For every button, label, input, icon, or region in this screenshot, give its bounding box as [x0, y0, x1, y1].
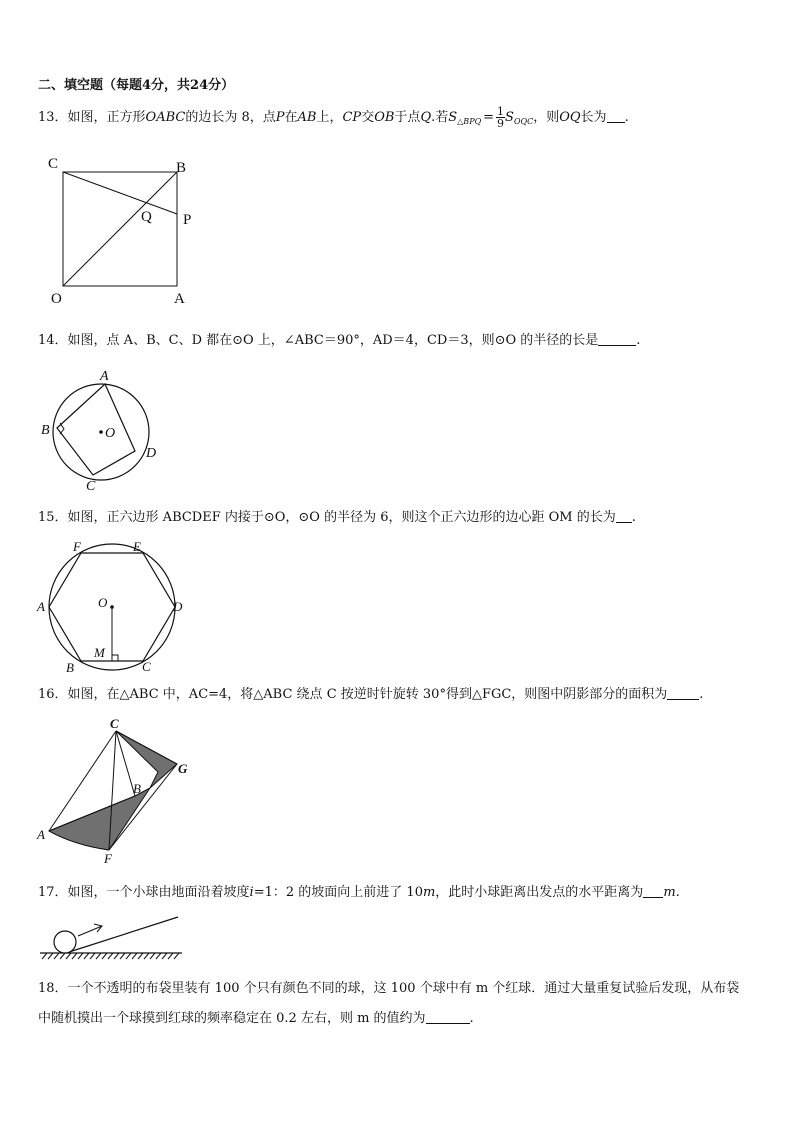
label-e: E — [133, 539, 141, 554]
q13-var: CP — [342, 110, 362, 125]
answer-blank[interactable] — [667, 687, 699, 700]
equals-sign: = — [483, 110, 495, 125]
quadrilateral-abcd — [57, 384, 135, 475]
figure-15-hexagon — [32, 535, 192, 675]
q13-var: AB — [297, 110, 317, 125]
label-c: C — [48, 156, 59, 172]
answer-blank[interactable] — [616, 510, 632, 523]
question-16-text — [38, 686, 703, 704]
label-a: A — [100, 369, 109, 384]
q13-part: 13．如图，正方形 — [38, 110, 146, 125]
q14-end: . — [636, 333, 641, 348]
area-symbol: S — [505, 110, 514, 125]
figure-17-slope — [36, 912, 186, 962]
q17-part: ，此时小球距离出发点的水平距离为 — [435, 885, 644, 900]
fraction — [496, 106, 505, 129]
q13-var: OB — [374, 110, 395, 125]
label-c: C — [110, 716, 119, 731]
q13-var: OABC — [145, 110, 186, 125]
q17-part: 17．如图，一个小球由地面沿着坡度 — [38, 885, 250, 900]
diagonal-ob — [63, 172, 177, 286]
section-title: 二、填空题（每题4分，共24分） — [38, 78, 235, 93]
q18-end: . — [469, 1011, 474, 1026]
question-18-line1: 18．一个不透明的布袋里装有 100 个只有颜色不同的球，这 100 个球中有 m 个红球．通过大量重复试验后发现，从布袋 — [38, 981, 740, 996]
label-b: B — [41, 423, 50, 438]
answer-blank[interactable] — [643, 885, 663, 898]
q17-var: i — [249, 885, 254, 900]
label-b: B — [176, 160, 187, 176]
center-point — [110, 605, 114, 609]
q13-end: . — [624, 110, 629, 125]
q14-part: 14．如图，点 A、B、C、D 都在⊙O 上，∠ABC＝90°，AD＝4，CD＝3，则⊙O 的半径的长是 — [38, 333, 599, 348]
fraction-denominator: 9 — [497, 117, 505, 130]
label-q: Q — [141, 209, 152, 225]
label-d: D — [146, 446, 157, 461]
label-o: O — [105, 426, 116, 441]
label-f: F — [73, 539, 81, 554]
question-17-text — [38, 884, 680, 902]
center-point — [99, 430, 103, 434]
label-o: O — [98, 595, 108, 610]
q13-part: 长为 — [580, 110, 607, 125]
q13-part: 交 — [361, 110, 375, 125]
q16-end: . — [699, 687, 704, 702]
q16-part: 16．如图，在△ABC 中，AC=4，将△ABC 绕点 C 按逆时针旋转 30°得到△FGC，则图中阴影部分的面积为 — [38, 687, 668, 702]
q13-var: Q — [420, 110, 432, 125]
label-a: A — [37, 599, 45, 614]
area-symbol: S — [448, 110, 458, 125]
q13-part: .若 — [431, 110, 449, 125]
question-15-text — [38, 509, 636, 527]
question-18-line2 — [38, 1010, 474, 1028]
label-b: B — [133, 781, 141, 796]
answer-blank[interactable] — [607, 110, 625, 123]
label-d: D — [173, 599, 183, 614]
question-14-text — [38, 332, 640, 350]
q13-var: OQ — [559, 110, 581, 125]
q17-part: =1：2 的坡面向上前进了 10 — [253, 885, 423, 900]
question-13-text — [38, 106, 629, 131]
segment-cp — [63, 172, 177, 214]
q17-end: . — [675, 885, 680, 900]
q17-var: m — [663, 885, 676, 900]
q13-part: 上， — [316, 110, 343, 125]
q13-part: 的边长为 8，点 — [185, 110, 276, 125]
label-c: C — [86, 479, 96, 494]
slope-line — [66, 917, 178, 953]
q15-part: 15．如图，正六边形 ABCDEF 内接于⊙O，⊙O 的半径为 6，则这个正六边形的边心距 OM 的长为 — [38, 510, 616, 525]
q13-part: 于点 — [394, 110, 421, 125]
area-subscript: △BPQ — [457, 117, 482, 126]
answer-blank[interactable] — [426, 1011, 470, 1024]
label-a: A — [37, 827, 45, 842]
label-a: A — [174, 291, 185, 307]
right-angle-mark — [112, 655, 118, 661]
label-p: P — [183, 212, 192, 228]
figure-14-circle — [35, 362, 165, 497]
label-b: B — [66, 660, 74, 675]
fraction-numerator: 1 — [497, 105, 505, 118]
label-g: G — [178, 761, 188, 776]
q17-var: m — [422, 885, 436, 900]
label-f: F — [104, 851, 112, 866]
ball — [54, 931, 76, 953]
ground-hatching — [42, 953, 179, 959]
q13-var: P — [275, 110, 285, 125]
q13-part: ，则 — [533, 110, 560, 125]
q13-part: 在 — [284, 110, 298, 125]
q18-part: 中随机摸出一个球摸到红球的频率稳定在 0.2 左右，则 m 的值约为 — [38, 1011, 426, 1026]
answer-blank[interactable] — [598, 333, 636, 346]
q15-end: . — [631, 510, 636, 525]
shaded-region-lower — [49, 788, 150, 850]
figure-16-rotation — [32, 712, 202, 867]
label-o: O — [51, 291, 62, 307]
label-m: M — [94, 645, 105, 660]
area-subscript: OQC — [513, 117, 534, 126]
figure-13-square — [40, 150, 210, 310]
label-c: C — [142, 659, 151, 674]
